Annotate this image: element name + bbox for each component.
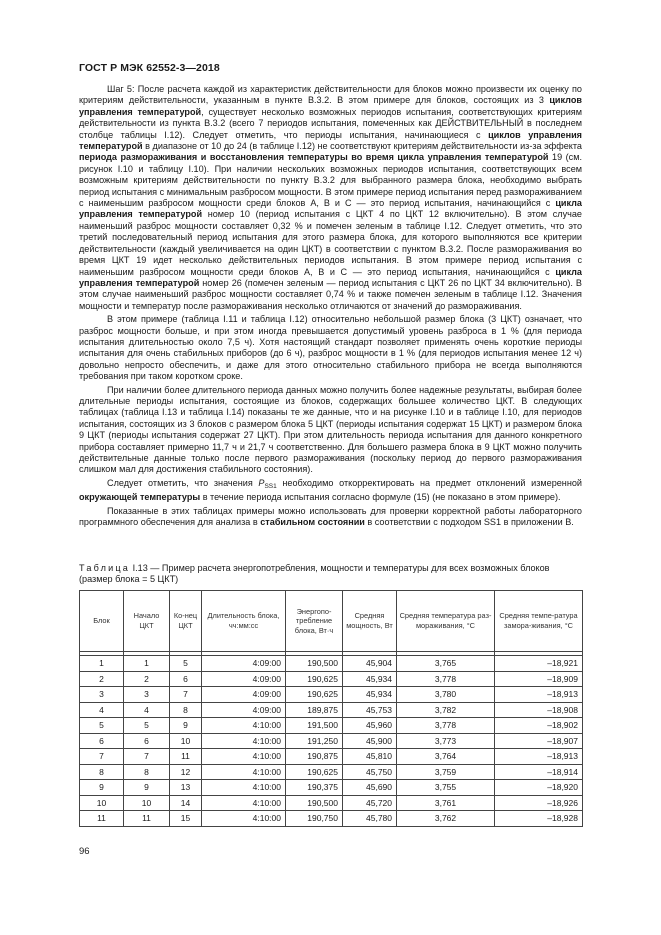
table-cell: 3,761 [397,795,495,811]
table-cell: 3,762 [397,811,495,827]
header-cell: Средняя темпе-ратура замора-живания, °С [495,591,583,652]
table-row [80,749,583,765]
table-cell: 2 [80,671,124,687]
table-cell: 3 [80,687,124,703]
table-cell: 6 [170,671,202,687]
table-cell: 3,780 [397,687,495,703]
table-cell: 190,625 [286,671,343,687]
table-cell: –18,909 [495,671,583,687]
table-row [80,780,583,796]
data-table [79,590,583,827]
table-cell: 14 [170,795,202,811]
table-cell: –18,907 [495,733,583,749]
bold-term: периода размораживания и восстановления температуры во время цикла управления температурой [79,152,549,163]
paragraph-examples [79,506,582,529]
table-cell: 9 [124,780,170,796]
table-cell: 4:09:00 [202,656,286,672]
header-cell: Средняя температура раз-мораживания, °С [397,591,495,652]
table-cell: 3,755 [397,780,495,796]
header-cell: Средняя мощность, Вт [343,591,397,652]
table-cell: 45,904 [343,656,397,672]
table-cell: 190,875 [286,749,343,765]
table-cell: 6 [80,733,124,749]
table-cell: –18,921 [495,656,583,672]
table-header-row [80,591,583,652]
table-cell: 45,690 [343,780,397,796]
header-cell: Начало ЦКТ [124,591,170,652]
table-cell: 2 [124,671,170,687]
paragraph-pss1-note [79,478,582,504]
bold-term: цикла управления температурой [79,266,582,288]
table-cell: 3,773 [397,733,495,749]
table-cell: –18,908 [495,702,583,718]
text-run: номер 10 (период испытания с ЦКТ 4 по ЦКТ 12 включительно). В этом случае наименьший разброс мощности составляет 0,32 % и помечен зеленым в таблице I.12. Следует отметить, что это третий последовательный период испытания для этого размера блока, для которого выполняются все критерии действительности (каждый увеличивается на один ЦКТ) в соответствии с пунктом В.3.2. После размораживания во время ЦКТ 19 идет несколько действительных периодов испытания. В этом примере период испытания с наименьшим разбросом мощности среди блоков А, В и С — это период испытания, начинающийся с [79,209,582,277]
table-cell: 3,782 [397,702,495,718]
header-cell: Энергопо-требление блока, Вт·ч [286,591,343,652]
table-cell: 4:10:00 [202,795,286,811]
table-cell: 190,625 [286,764,343,780]
table-cell: 6 [124,733,170,749]
bold-term: циклов управления температурой [79,129,582,152]
table-cell: –18,926 [495,795,583,811]
symbol-p: P [258,477,265,488]
table-cell: 7 [124,749,170,765]
table-row [80,687,583,703]
table-cell: 5 [80,718,124,734]
table-cell: 190,625 [286,687,343,703]
text-run: необходимо откорректировать на предмет отклонений измеренной [276,477,582,488]
page-number: 96 [79,846,90,857]
table-cell: 3,778 [397,671,495,687]
table-row [80,733,583,749]
table-cell: –18,920 [495,780,583,796]
table-row [80,795,583,811]
table-cell: 45,934 [343,671,397,687]
body-text [79,82,582,528]
table-cell: 7 [170,687,202,703]
text-run: Показанные в этих таблицах примеры можно использовать для проверки корректной работы лабораторного программного обеспечения для анализа в [79,505,582,528]
table-cell: 1 [124,656,170,672]
table-cell: 9 [170,718,202,734]
bold-term: цикла управления температурой [79,198,582,220]
table-cell: 45,900 [343,733,397,749]
table-row [80,764,583,780]
header-cell: Ко-нец ЦКТ [170,591,202,652]
table-cell: 15 [170,811,202,827]
table-cell: 45,810 [343,749,397,765]
table-cell: 190,375 [286,780,343,796]
table-cell: 191,250 [286,733,343,749]
table-cell: 13 [170,780,202,796]
table-cell: –18,913 [495,749,583,765]
table-cell: 3,759 [397,764,495,780]
table-cell: 3 [124,687,170,703]
text-run: в диапазоне от 10 до 24 (в таблице I.12) не соответствуют критериям действительности из-за эффекта [142,141,582,152]
table-cell: 10 [80,795,124,811]
table-cell: 8 [80,764,124,780]
table-cell: 3,778 [397,718,495,734]
table-cell: 12 [170,764,202,780]
table-row [80,718,583,734]
table-cell: 45,753 [343,702,397,718]
table-cell: 4:09:00 [202,702,286,718]
table-cell: 4 [80,702,124,718]
table-cell: 3,765 [397,656,495,672]
table-cell: –18,902 [495,718,583,734]
table-cell: 45,720 [343,795,397,811]
table-cell: 189,875 [286,702,343,718]
table-cell: 5 [124,718,170,734]
table-cell: 4:09:00 [202,671,286,687]
header-cell: Блок [80,591,124,652]
table-cell: 9 [80,780,124,796]
table-row [80,671,583,687]
text-run: 19 (см. рисунок I.10 и таблицу I.10). При наличии нескольких возможных периодов испытания, соответствующих всем возможным критериям действительности по пункту В.3.2 для выбранного размера блока, необходимо выбрать период испытания с минимальным разбросом мощности. В этом примере период испытания перед размораживанием с наименьшим разбросом мощности среди блоков А, В и С — это период испытания, начинающийся с [79,152,583,209]
table-cell: 45,780 [343,811,397,827]
table-cell: 10 [124,795,170,811]
table-cell: 190,750 [286,811,343,827]
table-cell: –18,914 [495,764,583,780]
text-run: номер 26 (помечен зеленым — период испытания с ЦКТ 26 по ЦКТ 34 включительно). В этом случае наименьший разброс мощности составляет 0,74 % и также помечен зеленым в таблице I.12. Значения мощности и температур после размораживания несколько отличаются от значений до размораживания. [79,277,582,311]
table-cell: 190,500 [286,656,343,672]
text-run: , существует несколько возможных периодов испытания, соответствующих критериям действительности из пункта В.3.2 (всего 7 периодов испытания, помеченных как ДЕЙСТВИТЕЛЬНЫЙ в последнем столбце таблицы I.12). Следует отметить, что периоды испытания, начинающиеся с [79,106,582,140]
text-run: в соответствии с подходом SS1 в приложении В. [364,517,574,528]
paragraph-block-size: В этом примере (таблица I.11 и таблица I.12) относительно небольшой размер блока (3 ЦКТ) означает, что разброс мощности больше, и при этом иногда превышается допустимый уровень разброса в 1 % (для периода испытания длительностью около 7,5 ч). Хотя настоящий стандарт позволяет применять очень короткие периоды испытания для очень стабильных приборов (до 6 ч), разброс мощности в 1 % (для периодов испытания менее 12 ч) довольно непросто обеспечить, и даже для этого относительно стабильного прибора не всегда выполняются требования при таком коротком сроке. [79,314,582,382]
table-cell: –18,913 [495,687,583,703]
text-run: Следует отметить, что значения [107,477,259,488]
table-cell: 8 [124,764,170,780]
table-caption [79,563,582,586]
table-cell: 45,750 [343,764,397,780]
table-cell: 190,500 [286,795,343,811]
table-row [80,702,583,718]
table-cell: 5 [170,656,202,672]
table-row [80,656,583,672]
table-cell: 11 [124,811,170,827]
table-cell: 1 [80,656,124,672]
table-cell: 45,934 [343,687,397,703]
paragraph-step5 [79,84,582,312]
caption-text: I.13 — Пример расчета энергопотребления, мощности и температуры для всех возможных блоков (размер блока = 5 ЦКТ) [79,563,550,585]
table-cell: 4:10:00 [202,718,286,734]
table-cell: 3,764 [397,749,495,765]
bold-term: окружающей температуры [79,492,201,503]
bold-term: циклов управления температурой [79,95,582,117]
table-cell: –18,928 [495,811,583,827]
document-header: ГОСТ Р МЭК 62552-3—2018 [79,62,220,74]
table-row [80,811,583,827]
paragraph-longer-period: При наличии более длительного периода данных можно получить более надежные результаты, выбирая более длительные периоды испытания, состоящие из блоков, содержащих большее количество ЦКТ. В следующих таблицах (таблица I.13 и таблица I.14) показаны те же данные, что и на рисунке I.10 и в таблице I.10, для периодов испытания, состоящих из 3 блоков с размером блока 5 ЦКТ (периоды испытания содержат 15 ЦКТ) и размером блока 9 ЦКТ (периоды испытания содержат 27 ЦКТ). При этом длительность периода испытания для данного конкретного прибора составляет примерно 11,7 ч и 21,7 ч соответственно. Для большего размера блока в 9 ЦКТ можно получить действительные данные только после первого размораживания (поскольку период до первого размораживания слишком мал для достижения стабильного состояния). [79,384,582,475]
table-cell: 10 [170,733,202,749]
symbol-subscript: SS1 [264,482,277,490]
table-cell: 4:09:00 [202,687,286,703]
table-cell: 4:10:00 [202,749,286,765]
table-cell: 4:10:00 [202,764,286,780]
table-cell: 7 [80,749,124,765]
text-run: Шаг 5: После расчета каждой из характеристик действительности для блоков можно произвести их оценку по критериям действительности, указанным в пункте В.3.2. В этом примере для блоков, состоящих из 3 [79,84,582,106]
table-cell: 45,960 [343,718,397,734]
table-cell: 4 [124,702,170,718]
table-cell: 4:10:00 [202,780,286,796]
bold-term: стабильном состоянии [260,517,365,528]
table-cell: 11 [80,811,124,827]
caption-label: Таблица [79,563,131,573]
header-cell: Длительность блока, чч:мм:сс [202,591,286,652]
table-cell: 11 [170,749,202,765]
table-cell: 4:10:00 [202,811,286,827]
table-cell: 4:10:00 [202,733,286,749]
table-cell: 191,500 [286,718,343,734]
table-cell: 8 [170,702,202,718]
text-run: в течение периода испытания согласно формуле (15) (не показано в этом примере). [200,492,561,503]
